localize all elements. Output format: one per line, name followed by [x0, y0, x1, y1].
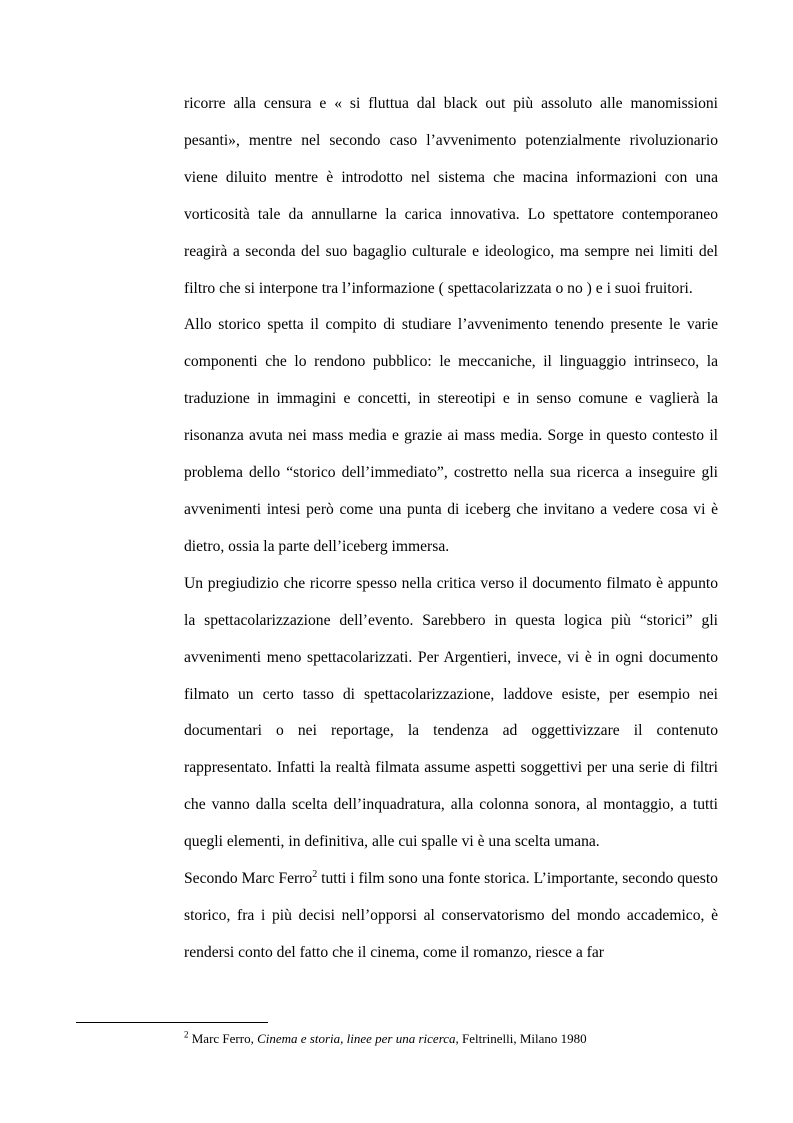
paragraph-4	[184, 861, 718, 972]
paragraph-4-start: Secondo Marc Ferro	[184, 870, 313, 888]
body-text	[184, 86, 718, 972]
paragraph-4-rest: tutti i film sono una fonte storica. L’importante, secondo questo storico, fra i più decisi nell’opporsi al conservatorismo del mondo accademico, è rendersi conto del fatto che il cinema, come il romanzo, riesce a far	[184, 870, 718, 961]
paragraph-1: ricorre alla censura e « si fluttua dal black out più assoluto alle manomissioni pesanti», mentre nel secondo caso l’avvenimento potenzialmente rivoluzionario viene diluito mentre è introdotto nel sistema che macina informazioni con una vorticosità tale da annullarne la carica innovativa. Lo spettatore contemporaneo reagirà a seconda del suo bagaglio culturale e ideologico, ma sempre nei limiti del filtro che si interpone tra l’informazione ( spettacolarizzata o no ) e i suoi fruitori.	[184, 95, 718, 297]
footnote-number: 2	[184, 1029, 189, 1040]
footnote	[184, 1030, 724, 1048]
footnote-publisher: , Feltrinelli, Milano 1980	[455, 1031, 587, 1046]
paragraph-2: Allo storico spetta il compito di studiare l’avvenimento tenendo presente le varie componenti che lo rendono pubblico: le meccaniche, il linguaggio intrinseco, la traduzione in immagini e concetti, in stereotipi e in senso comune e vaglierà la risonanza avuta nei mass media e grazie ai mass media. Sorge in questo contesto il problema dello “storico dell’immediato”, costretto nella sua ricerca a inseguire gli avvenimenti intesi però come una punta di iceberg che invitano a vedere cosa vi è dietro, ossia la parte dell’iceberg immersa.	[184, 316, 718, 555]
footnote-reference[interactable]: 2	[312, 868, 318, 880]
footnote-separator	[76, 1022, 268, 1023]
footnote-title: Cinema e storia, linee per una ricerca	[257, 1031, 456, 1046]
footnote-author: Marc Ferro,	[188, 1031, 258, 1046]
paragraph-3: Un pregiudizio che ricorre spesso nella critica verso il documento filmato è appunto la spettacolarizzazione dell’evento. Sarebbero in questa logica più “storici” gli avvenimenti meno spettacolarizzati. Per Argentieri, invece, vi è in ogni documento filmato un certo tasso di spettacolarizzazione, laddove esiste, per esempio nei documentari o nei reportage, la tendenza ad oggettivizzare il contenuto rappresentato. Infatti la realtà filmata assume aspetti soggettivi per una serie di filtri che vanno dalla scelta dell’inquadratura, alla colonna sonora, al montaggio, a tutti quegli elementi, in definitiva, alle cui spalle vi è una scelta umana.	[184, 574, 718, 851]
